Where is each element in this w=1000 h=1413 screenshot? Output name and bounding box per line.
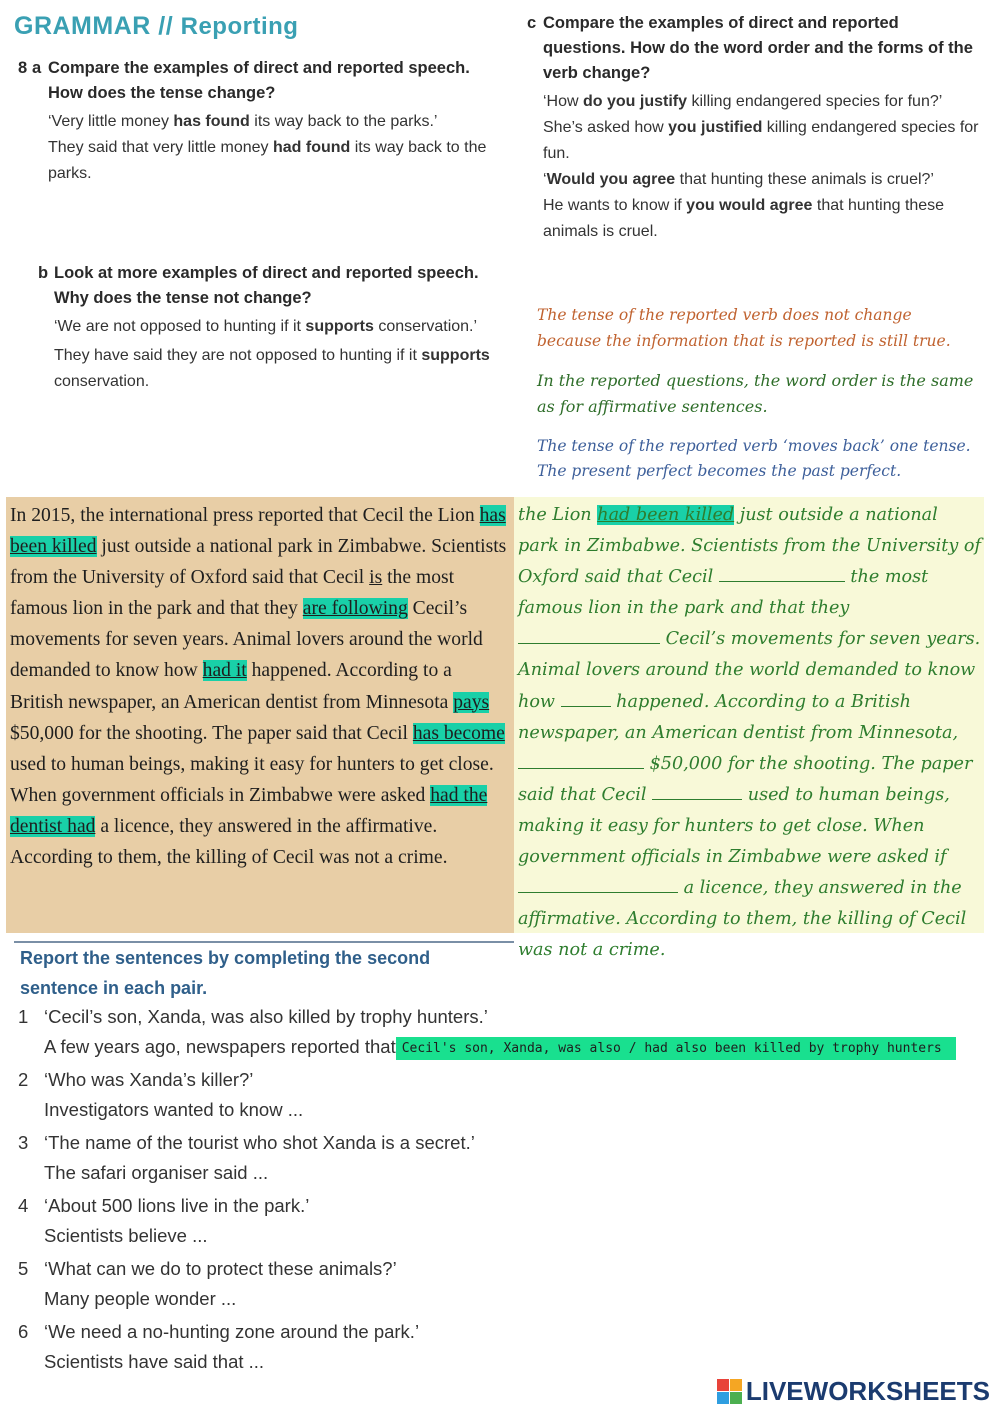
exercise-8a xyxy=(18,56,498,187)
item-number: 3 xyxy=(18,1132,29,1153)
item-prompt[interactable]: The safari organiser said ... xyxy=(44,1162,269,1183)
task-instruction: Report the sentences by completing the second sentence in each pair. xyxy=(20,948,431,998)
gap-input-2[interactable] xyxy=(518,625,660,644)
example-direct: ‘We are not opposed to hunting if it supports conservation.’ xyxy=(54,318,478,335)
highlighted-verb[interactable]: are following xyxy=(302,598,408,620)
gap-input-6[interactable] xyxy=(518,874,678,893)
example-direct-question: ‘How do you justify killing endangered species for fun?’ xyxy=(543,93,943,110)
gap-fill-text: the Lion had been killed just outside a national park in Zimbabwe. Scientists from the University of Oxford said that Cecil the most famous lion in the park and that they Cecil’s movements for seven years. Animal lovers around the world demanded to know how happened. According to a British newspaper, an American dentist from Minnesota, $50,000 for the shooting. The paper said that Cecil used to human beings, making it easy for hunters to get close. When government officials in Zimbabwe were asked if a licence, they answered in the affirmative. According to them, the killing of Cecil was not a crime. xyxy=(514,497,984,933)
example-reported-question: He wants to know if you would agree that hunting these animals is cruel. xyxy=(543,197,945,240)
example-direct-question: ‘Would you agree that hunting these animals is cruel?’ xyxy=(543,171,934,188)
answer-field-1[interactable]: Cecil's son, Xanda, was also / had also been killed by trophy hunters xyxy=(396,1037,956,1060)
gap-input-3[interactable] xyxy=(561,688,611,707)
example-reported: They said that very little money had found its way back to the parks. xyxy=(48,139,487,182)
exercise-letter: c xyxy=(527,14,537,32)
answer-8c: In the reported questions, the word order is the same as for affirmative sentences. xyxy=(537,371,974,416)
example-reported: They have said they are not opposed to hunting if it supports conservation. xyxy=(54,347,490,390)
list-item xyxy=(18,1195,988,1258)
answer-8b: The tense of the reported verb does not change because the information that is reported is still true. xyxy=(537,306,951,350)
filled-answer: had been killed xyxy=(597,505,735,525)
logo-square xyxy=(730,1392,742,1404)
list-item xyxy=(18,1321,988,1384)
item-prompt[interactable]: Scientists believe ... xyxy=(44,1225,208,1246)
exercise-letter: a xyxy=(32,59,42,77)
list-item xyxy=(18,1006,988,1069)
item-original: ‘Who was Xanda’s killer?’ xyxy=(44,1069,254,1090)
item-original: ‘We need a no-hunting zone around the park.’ xyxy=(44,1321,420,1342)
highlighted-verb[interactable]: has been killed xyxy=(10,505,506,558)
item-number: 2 xyxy=(18,1069,29,1090)
item-number: 5 xyxy=(18,1258,29,1279)
title-text: GRAMMAR // xyxy=(14,12,174,40)
reporting-items xyxy=(18,1006,988,1384)
highlighted-verb[interactable]: had it xyxy=(202,660,247,682)
example-reported-question: She’s asked how you justified killing endangered species for fun. xyxy=(543,119,979,162)
item-number: 6 xyxy=(18,1321,29,1342)
logo-square xyxy=(717,1392,729,1404)
item-prompt[interactable]: Many people wonder ... xyxy=(44,1288,237,1309)
list-item xyxy=(18,1258,988,1321)
section-title xyxy=(14,12,298,41)
logo-square xyxy=(730,1379,742,1391)
highlighted-verb[interactable]: has become xyxy=(412,722,505,744)
item-prompt[interactable]: Investigators wanted to know ... xyxy=(44,1099,304,1120)
gap-input-5[interactable] xyxy=(652,781,742,800)
underlined-verb[interactable]: is xyxy=(369,567,383,589)
highlighted-verb[interactable]: had the dentist had xyxy=(10,784,488,837)
item-number: 1 xyxy=(18,1006,29,1027)
exercise-letter: b xyxy=(38,264,49,282)
list-item xyxy=(18,1069,988,1132)
exercise-8c-question: c Compare the examples of direct and reported questions. How do the word order and the forms of the verb change? xyxy=(527,11,982,86)
item-number: 4 xyxy=(18,1195,29,1216)
exercise-8a-question: 8 a Compare the examples of direct and reported speech. How does the tense change? xyxy=(18,56,498,106)
logo-text: LIVEWORKSHEETS xyxy=(745,1376,990,1406)
liveworksheets-logo xyxy=(717,1376,990,1407)
item-original: ‘About 500 lions live in the park.’ xyxy=(44,1195,310,1216)
exercise-8b-question: b Look at more examples of direct and reported speech. Why does the tense not change? xyxy=(38,261,498,311)
item-original: ‘The name of the tourist who shot Xanda is a secret.’ xyxy=(44,1132,475,1153)
logo-icon xyxy=(717,1379,742,1404)
item-original: ‘Cecil’s son, Xanda, was also killed by trophy hunters.’ xyxy=(44,1006,488,1027)
item-prompt: A few years ago, newspapers reported that Cecil's son, Xanda, was also / had also been killed by trophy hunters xyxy=(44,1036,956,1060)
item-prompt[interactable]: Scientists have said that ... xyxy=(44,1351,265,1372)
gap-input-1[interactable] xyxy=(719,563,845,582)
item-original: ‘What can we do to protect these animals?’ xyxy=(44,1258,397,1279)
exercise-8c xyxy=(527,11,982,245)
gap-input-4[interactable] xyxy=(518,750,644,769)
exercise-8b xyxy=(38,261,498,395)
logo-square xyxy=(717,1379,729,1391)
title-subtitle: Reporting xyxy=(180,13,299,40)
example-direct: ‘Very little money has found its way back to the parks.’ xyxy=(48,113,438,130)
list-item xyxy=(18,1132,988,1195)
exercise-number: 8 xyxy=(18,59,28,77)
passage-text: In 2015, the international press reported that Cecil the Lion has been killed just outside a national park in Zimbabwe. Scientists from the University of Oxford said that Cecil is the most famous lion in the park and that they are following Cecil’s movements for seven years. Animal lovers around the world demanded to know how had it happened. According to a British newspaper, an American dentist from Minnesota pays $50,000 for the shooting. The paper said that Cecil has become used to human beings, making it easy for hunters to get close. When government officials in Zimbabwe were asked had the dentist had a licence, they answered in the affirmative. According to them, the killing of Cecil was not a crime. xyxy=(6,497,514,933)
answer-8a: The tense of the reported verb ‘moves back’ one tense. The present perfect becomes the past perfect. xyxy=(537,437,971,480)
highlighted-verb[interactable]: pays xyxy=(453,691,490,713)
